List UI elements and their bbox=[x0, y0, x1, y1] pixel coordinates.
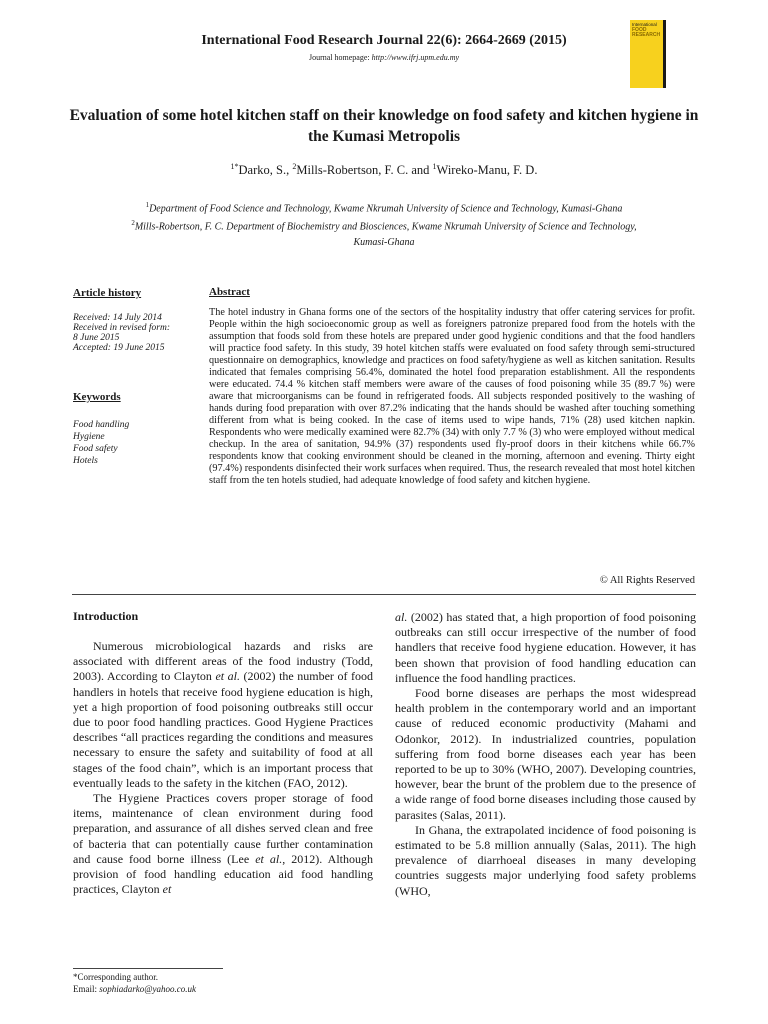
logo-bar bbox=[663, 20, 666, 88]
author-3: Wireko-Manu, F. D. bbox=[436, 163, 538, 178]
homepage-label: Journal homepage: bbox=[308, 53, 372, 62]
accepted-date: Accepted: 19 June 2015 bbox=[73, 343, 165, 353]
body-column-right bbox=[395, 610, 696, 899]
text-run-italic: et bbox=[162, 882, 172, 897]
abstract-heading: Abstract bbox=[209, 286, 250, 298]
author-email bbox=[73, 983, 196, 995]
affiliation-1 bbox=[120, 198, 648, 216]
affiliation-2-sup: 2 bbox=[131, 219, 135, 228]
author-1: Darko, S., bbox=[238, 163, 293, 178]
received-date: Received: 14 July 2014 bbox=[73, 313, 162, 323]
rights-notice: © All Rights Reserved bbox=[599, 575, 695, 586]
keyword-item: Hygiene bbox=[73, 432, 105, 442]
text-run: , 2012). Although provision of food handling education aid food handling practices, Clayton bbox=[73, 851, 374, 897]
keywords-heading: Keywords bbox=[73, 391, 121, 403]
text-run: (2002) the number of food handlers in hotels that receive food hygiene education is high, yet a high proportion of food poisoning outbreaks still occur due to poor food handling practices. Good Hygiene Practices describes “all practices regarding the conditions and measures necessary to ensure the safety and suitability of food at all stages of the food chain”, which is an important process that eventually leads to the safety in the kitchen (FAO, 2012). bbox=[73, 669, 373, 790]
intro-paragraph-2 bbox=[73, 791, 373, 897]
text-run-italic: al. bbox=[395, 610, 408, 624]
author-list bbox=[0, 162, 768, 178]
paper-title: Evaluation of some hotel kitchen staff on their knowledge on food safety and kitchen hygiene in the Kumasi Metropolis bbox=[69, 107, 699, 145]
article-history bbox=[73, 313, 170, 353]
affiliation-1-text: Department of Food Science and Technology, Kwame Nkrumah University of Science and Technology, Kumasi-Ghana bbox=[149, 203, 623, 215]
intro-paragraph-3: Food borne diseases are perhaps the most widespread health problem in the contemporary world and an important cause of reduced economic productivity (Mahami and Odonkor, 2012). In industrialized countries, population suffering from food borne diseases each year has been reported to be up to 30% (WHO, 2007). Developing countries, however, bear the brunt of the problem due to the presence of a wide range of food borne diseases including those caused by parasites (Salas, 2011). bbox=[395, 686, 696, 822]
keywords-list bbox=[73, 419, 129, 467]
author-3-sup: 1 bbox=[432, 162, 437, 171]
revised-label: Received in revised form: bbox=[73, 323, 170, 333]
text-run: The Hygiene Practices covers proper storage of food items, maintenance of clean environment during food preparation, and assurance of all dishes served clean and free of bacteria that can potentially cause further contamination and cause food borne illness (Lee bbox=[73, 791, 373, 866]
journal-logo bbox=[630, 20, 666, 88]
homepage-url[interactable]: http://www.ifrj.upm.edu.my bbox=[371, 53, 460, 62]
text-run-italic: et al. bbox=[215, 669, 240, 684]
revised-date: 8 June 2015 bbox=[73, 333, 120, 343]
affiliations bbox=[120, 198, 648, 250]
footnote-divider bbox=[73, 968, 223, 969]
article-history-heading: Article history bbox=[73, 287, 142, 299]
affiliation-2 bbox=[120, 216, 648, 249]
intro-paragraph-1 bbox=[73, 639, 373, 791]
email-label: Email: bbox=[73, 984, 100, 994]
body-column-left bbox=[73, 639, 373, 897]
text-run: (2002) has stated that, a high proportion of food poisoning outbreaks can still occur irrespective of the number of food handlers that receive food hygiene education. However, it has been shown that provision of food handling education can influence the food handling practices. bbox=[395, 610, 696, 685]
abstract-text: The hotel industry in Ghana forms one of the sectors of the hospitality industry that offer catering services for profit. People within the high socioeconomic group as well as foreigners patronize prepared food from the hotels with the assumption that foods sold from these hotels are prepared under good hygienic conditions and that the food handlers will practice food safety. In this study, 39 hotel kitchen staffs were evaluated on food safety through semi-structured questionnaire on demographics, knowledge and practices on food safety/hygiene as well as kitchen sanitation. Results indicated that females comprising 56.4%, dominated the hotel food preparation establishment. All the respondents were educated. 74.4 % kitchen staff members were aware of the causes of food poisoning while 35 (89.7 %) were aware that microorganisms can be found in refrigerated foods. All subjects responded positively to the washing of hands during food preparation with over 87.2% indicating that the hands should be washed after touching something different from what is being cooked. In the case of items used to wipe hands, 71% (28) used kitchen napkin. Respondents who were medically examined were 82.7% (34) with only 7.7 % (3) who were employed without medical checkup. In the area of sanitation, 94.9% (37) respondents used fly-proof doors in their kitchens while 66.7% respondents know that cooking environment should be cleaned in the morning, afternoon and evening. Thirty eight (97.4%) respondents disinfected their work surfaces when required. Thus, the research revealed that most hotel kitchen staff from the ten hotels studied, had adequate knowledge of food safety and kitchen hygiene. bbox=[209, 307, 695, 486]
affiliation-2-text: Mills-Robertson, F. C. Department of Biochemistry and Biosciences, Kwame Nkrumah University of Science and Technology, Kumasi-Ghana bbox=[134, 221, 637, 248]
keyword-item: Hotels bbox=[73, 456, 98, 466]
author-2-sup: 2 bbox=[292, 162, 297, 171]
keyword-item: Food safety bbox=[73, 444, 118, 454]
affiliation-1-sup: 1 bbox=[145, 201, 150, 209]
text-run-italic: et al. bbox=[255, 851, 283, 866]
logo-text-line1: International bbox=[632, 22, 657, 27]
logo-text-line2: FOOD RESEARCH bbox=[632, 27, 661, 38]
footnote bbox=[73, 971, 196, 995]
text-run: Numerous microbiological hazards and risks are associated with different areas of the food industry (Todd, 2003). According to Clayton bbox=[73, 639, 373, 684]
author-2: Mills-Robertson, F. C. and bbox=[296, 163, 433, 178]
intro-paragraph-2-continued bbox=[395, 610, 696, 686]
intro-paragraph-4: In Ghana, the extrapolated incidence of food poisoning is estimated to be 5.8 million annually (Salas, 2011). The high prevalence of diarrhoeal diseases in many developing countries suggests major underlying food safety problems (WHO, bbox=[395, 822, 696, 898]
introduction-heading: Introduction bbox=[73, 609, 139, 623]
keyword-item: Food handling bbox=[73, 420, 130, 430]
author-1-sup: 1* bbox=[230, 162, 239, 171]
corresponding-author: *Corresponding author. bbox=[73, 972, 158, 982]
section-divider bbox=[72, 594, 696, 595]
journal-citation: International Food Research Journal 22(6): 2664-2669 (2015) bbox=[201, 33, 567, 48]
email-address[interactable]: sophiadarko@yahoo.co.uk bbox=[99, 984, 197, 994]
